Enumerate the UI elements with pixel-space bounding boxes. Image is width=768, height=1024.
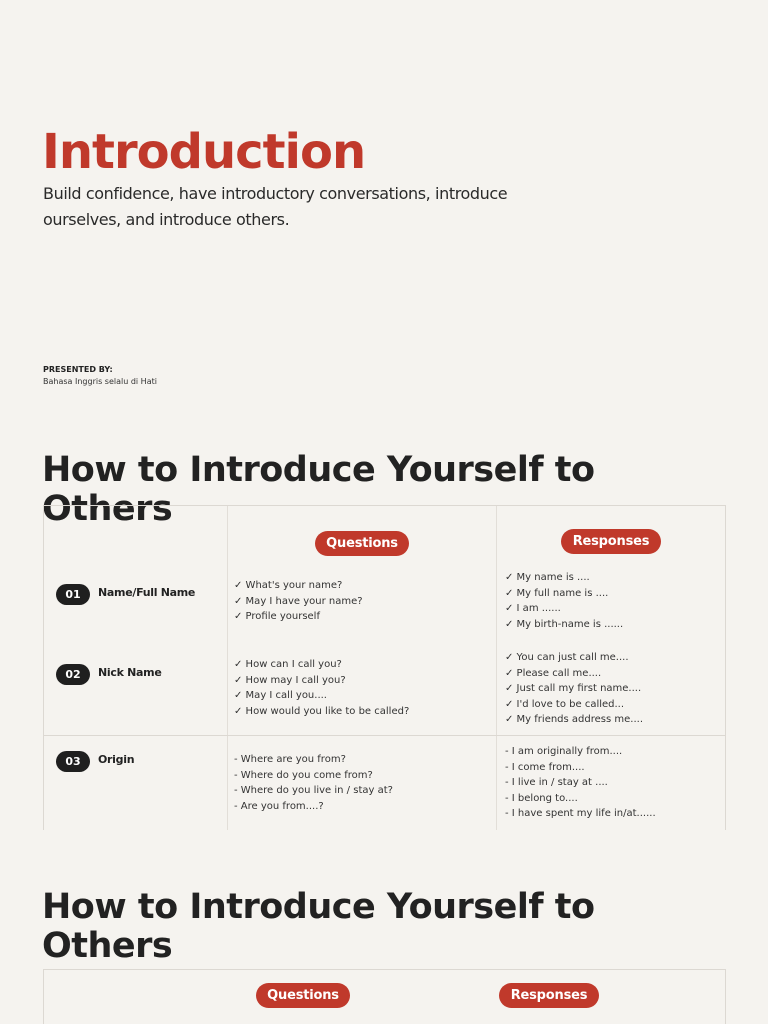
questions-list <box>234 578 363 625</box>
list-item: ✓ What's your name? <box>234 580 343 591</box>
presented-by-label: PRESENTED BY: <box>43 365 113 374</box>
list-item: ✓ May I call you.... <box>234 690 327 702</box>
row-number-badge: 02 <box>56 664 90 685</box>
row-number-badge: 03 <box>56 751 90 772</box>
row-label: Origin <box>98 753 135 766</box>
list-item: - Where do you come from? <box>234 769 373 781</box>
column-divider <box>227 506 228 830</box>
list-item: - I am originally from.... <box>505 746 623 757</box>
list-item: - Where do you live in / stay at? <box>234 785 393 797</box>
intro-title: Introduction <box>42 124 366 180</box>
list-item: ✓ Profile yourself <box>234 611 320 623</box>
list-item: ✓ My birth-name is ...... <box>505 618 624 630</box>
list-item: ✓ My friends address me.... <box>505 714 643 726</box>
section-title: How to Introduce Yourself to Others <box>42 887 595 966</box>
row-label: Nick Name <box>98 666 162 679</box>
responses-list <box>505 570 623 632</box>
list-item: ✓ How may I call you? <box>234 674 346 686</box>
questions-list <box>234 657 409 719</box>
list-item: - Are you from....? <box>234 800 324 812</box>
list-item: - I belong to.... <box>505 792 578 804</box>
responses-list <box>505 650 643 728</box>
questions-list <box>234 752 393 814</box>
introduction-table <box>43 505 726 830</box>
row-label: Name/Full Name <box>98 586 196 599</box>
row-number-badge: 01 <box>56 584 90 605</box>
list-item: - I have spent my life in/at...... <box>505 808 656 820</box>
list-item: - I live in / stay at .... <box>505 777 608 789</box>
section-title: How to Introduce Yourself to Others <box>42 450 595 529</box>
introduction-table <box>43 969 726 1024</box>
list-item: - Where are you from? <box>234 754 346 765</box>
responses-header-pill: Responses <box>499 983 599 1008</box>
list-item: ✓ May I have your name? <box>234 595 363 607</box>
intro-subtitle: Build confidence, have introductory conversations, introduce ourselves, and introduce others. <box>43 184 508 229</box>
list-item: ✓ Please call me.... <box>505 667 602 679</box>
questions-header-pill: Questions <box>315 531 409 556</box>
list-item: ✓ My name is .... <box>505 572 590 583</box>
list-item: ✓ I am ...... <box>505 603 561 615</box>
list-item: - I come from.... <box>505 761 585 773</box>
list-item: ✓ You can just call me.... <box>505 652 629 663</box>
list-item: ✓ How would you like to be called? <box>234 705 410 717</box>
list-item: ✓ My full name is .... <box>505 587 609 599</box>
presenter-name: Bahasa Inggris selalu di Hati <box>43 377 157 386</box>
list-item: ✓ Just call my first name.... <box>505 683 642 695</box>
responses-list <box>505 744 656 822</box>
list-item: ✓ I'd love to be called... <box>505 698 625 710</box>
list-item: ✓ How can I call you? <box>234 659 342 670</box>
row-divider <box>44 735 725 736</box>
column-divider <box>496 506 497 830</box>
questions-header-pill: Questions <box>256 983 350 1008</box>
responses-header-pill: Responses <box>561 529 661 554</box>
